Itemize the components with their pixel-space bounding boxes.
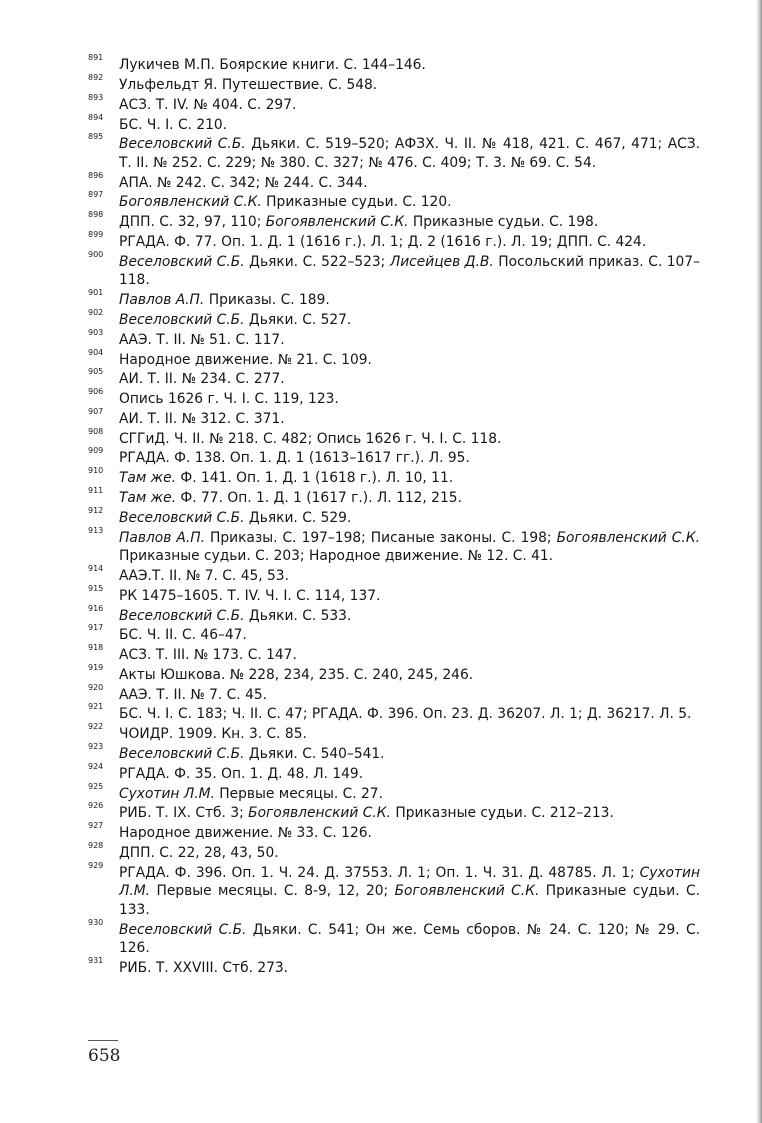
footnote-text-run: АПА. № 242. С. 342; № 244. С. 344.: [119, 174, 368, 191]
footnote-text: [119, 786, 383, 802]
footnote-text-run: Народное движение. № 33. С. 126.: [119, 825, 372, 842]
footnote-text: [119, 865, 700, 918]
footnote-number: 893: [88, 92, 104, 102]
footnote-text: [119, 687, 267, 703]
footnote-text-run: СГГиД. Ч. II. № 218. С. 482; Опись 1626 г. Ч. I. С. 118.: [119, 430, 502, 447]
footnote-text: [119, 627, 247, 643]
footnote-author-italic: Веселовский С.Б.: [119, 136, 246, 153]
footnote-number: 909: [88, 446, 104, 456]
page-edge-shadow: [756, 0, 762, 1123]
footnote-text-run: ААЭ. Т. II. № 51. С. 117.: [119, 331, 285, 348]
footnote-text-run: ДПП. С. 22, 28, 43, 50.: [119, 844, 279, 861]
footnote-text-run: АСЗ. Т. IV. № 404. С. 297.: [119, 96, 297, 113]
footnote-text-run: Лукичев М.П. Боярские книги. С. 144–146.: [119, 57, 426, 74]
footnote-text: [119, 726, 307, 742]
footnote-number: 918: [88, 643, 104, 653]
footnote-text-run: РГАДА. Ф. 396. Оп. 1. Ч. 24. Д. 37553. Л. 1; Оп. 1. Ч. 31. Д. 48785. Л. 1;: [119, 864, 640, 881]
footnote-author-italic: Там же.: [119, 490, 176, 506]
footnote: [88, 761, 700, 784]
footnote-text-run: Приказные судьи. С. 198.: [408, 214, 599, 231]
footnote-text: [119, 805, 614, 821]
footnote-text: [119, 214, 598, 230]
footnote: [88, 682, 700, 705]
footnote-author-italic: Веселовский С.Б.: [119, 745, 245, 762]
footnote-text-run: АИ. Т. II. № 234. С. 277.: [119, 371, 285, 388]
footnote-text-run: ДПП. С. 32, 97, 110;: [119, 214, 266, 231]
footnote-text-run: Приказные судьи. С. 133.: [119, 883, 701, 918]
footnote: [88, 662, 700, 685]
footnote-author-italic: Веселовский С.Б.: [119, 509, 245, 526]
footnote-author-italic: Богоявленский С.К.: [556, 529, 700, 546]
footnote-number: 899: [88, 230, 104, 240]
footnote-number: 931: [88, 956, 104, 965]
footnote-text: [119, 706, 691, 722]
footnote: [88, 112, 700, 135]
footnote: [88, 327, 700, 350]
footnote-text-run: Ульфельдт Я. Путешествие. С. 548.: [119, 76, 378, 93]
footnote-number: 902: [88, 307, 104, 317]
footnote-text: [119, 667, 473, 683]
footnote-text-run: Дьяки. С. 541; Он же. Семь сборов. № 24. С. 120; № 29. С. 126.: [119, 921, 700, 957]
footnote-text: [119, 470, 453, 486]
footnote-number: 913: [88, 525, 104, 535]
footnote-author-italic: Павлов А.П.: [119, 292, 205, 309]
footnote-number: 915: [88, 583, 104, 593]
footnote-number: 910: [88, 466, 104, 476]
footnote-number: 891: [88, 53, 104, 63]
footnote: [88, 643, 700, 665]
footnote: [88, 917, 700, 958]
footnote: [88, 860, 701, 920]
footnote-text: [119, 57, 426, 73]
footnote: [88, 426, 700, 449]
footnote-text: [119, 450, 470, 466]
footnote-text: [119, 136, 700, 171]
footnote-text-run: БС. Ч. II. С. 46–47.: [119, 627, 247, 644]
footnote-text: [119, 332, 285, 348]
footnote-author-italic: Веселовский С.Б.: [119, 311, 245, 328]
footnote-text: [119, 117, 227, 133]
footnote-text: [119, 530, 700, 565]
footnote: [88, 92, 700, 115]
footnote-text-run: АСЗ. Т. III. № 173. С. 147.: [119, 647, 297, 664]
footnote-author-italic: Веселовский С.Б.: [119, 921, 247, 938]
footnote-text: [119, 77, 377, 93]
footnote-number: 916: [88, 603, 104, 613]
footnote-text: [119, 97, 296, 113]
footnote-number: 914: [88, 563, 104, 573]
footnote: [88, 230, 700, 252]
footnote: [88, 307, 700, 330]
footnote: [88, 446, 700, 468]
footnote-text: [119, 746, 385, 762]
footnote-author-italic: Веселовский С.Б.: [119, 253, 245, 270]
footnote-author-italic: Сухотин Л.М.: [119, 785, 215, 802]
footnote: [88, 53, 700, 75]
footnote: [88, 210, 700, 232]
footnote-author-italic: Павлов А.П.: [119, 529, 205, 546]
footnote: [88, 367, 700, 389]
footnote-number: 926: [88, 801, 104, 811]
footnote-text-run: Дьяки. С. 527.: [244, 311, 352, 328]
footnote: [88, 466, 700, 488]
footnote: [88, 486, 700, 508]
footnote-number: 927: [88, 821, 104, 831]
footnote: [88, 347, 700, 370]
footnote-text: [119, 234, 646, 250]
footnote-text: [119, 510, 351, 526]
footnote-text: [119, 194, 451, 210]
footnote-text: [119, 411, 285, 427]
footnote-author-italic: Богоявленский С.К.: [265, 214, 409, 231]
footnote: [88, 702, 700, 724]
footnote-number: 906: [88, 387, 104, 397]
footnote: [88, 249, 700, 290]
footnote: [88, 170, 700, 193]
footnote-number: 911: [88, 486, 104, 495]
footnote-author-italic: Там же.: [119, 470, 176, 487]
footnote-text-run: РГАДА. Ф. 77. Оп. 1. Д. 1 (1616 г.). Л. 1; Д. 2 (1616 г.). Л. 19; ДПП. С. 424.: [119, 234, 647, 251]
footnote-text: [119, 845, 279, 861]
footnote-text-run: Приказные судьи. С. 120.: [261, 194, 452, 211]
footnote-number: 929: [88, 860, 104, 870]
footnote: [88, 781, 700, 804]
footnote-text: [119, 568, 289, 584]
footnote-text-run: БС. Ч. I. С. 210.: [119, 116, 228, 133]
footnote: [88, 525, 700, 566]
footnote-text: [119, 292, 330, 308]
footnote-author-italic: Богоявленский С.К.: [394, 883, 540, 900]
footnote-text: [119, 371, 285, 387]
footnote-text-run: РК 1475–1605. Т. IV. Ч. I. С. 114, 137.: [119, 587, 381, 604]
footnote: [88, 563, 700, 586]
footnote: [88, 132, 700, 172]
footnote-number: 917: [88, 623, 104, 633]
footnote: [88, 741, 700, 764]
footnote-text: [119, 766, 363, 782]
footnote-text-run: Приказы. С. 189.: [204, 292, 330, 309]
footnote-text-run: ААЭ.Т. II. № 7. С. 45, 53.: [119, 567, 289, 584]
footnote-number: 928: [88, 840, 104, 850]
footnote-text-run: РИБ. Т. IX. Стб. 3;: [119, 805, 249, 822]
footnote-number: 900: [88, 249, 104, 259]
footnote-text-run: БС. Ч. I. С. 183; Ч. II. С. 47; РГАДА. Ф. 396. Оп. 23. Д. 36207. Л. 1; Д. 36217. Л. 5.: [119, 706, 692, 723]
footnote-text: [119, 922, 700, 957]
footnote-number: 894: [88, 112, 104, 122]
footnote-text: [119, 352, 372, 368]
footnote-text-run: Посольский приказ. С. 107–118.: [119, 253, 700, 289]
footnote-text-run: Приказы. С. 197–198; Писаные законы. С. 198;: [204, 529, 557, 546]
footnote-text-run: Первые месяцы. С. 27.: [214, 785, 383, 802]
footnote-author-italic: Богоявленский С.К.: [119, 194, 262, 211]
footnote-number: 922: [88, 722, 104, 732]
footnote-text-run: ЧОИДР. 1909. Кн. 3. С. 85.: [119, 726, 307, 743]
footnote-text: [119, 960, 288, 976]
footnote-author-italic: Сухотин Л.М.: [119, 864, 700, 900]
footnote-number: 924: [88, 761, 104, 771]
footnote: [88, 603, 700, 626]
footnote-text: [119, 175, 368, 191]
footnote-text-run: РГАДА. Ф. 138. Оп. 1. Д. 1 (1613–1617 гг.). Л. 95.: [119, 450, 470, 467]
footnote-text-run: Дьяки. С. 540–541.: [244, 745, 385, 762]
footnote-number: 896: [88, 170, 104, 180]
footnote-number: 919: [88, 662, 104, 672]
footnote-text: [119, 825, 372, 841]
footnote: [88, 623, 700, 645]
footnote-text: [119, 254, 700, 289]
footnote-number: 903: [88, 327, 104, 337]
footnote-number: 925: [88, 781, 104, 791]
footnote-number: 898: [88, 210, 104, 220]
footnote-text-run: ААЭ. Т. II. № 7. С. 45.: [119, 686, 268, 703]
footnote: [88, 190, 700, 212]
footnote-author-italic: Веселовский С.Б.: [119, 607, 245, 624]
page-number-rule: [88, 1040, 118, 1041]
footnote: [88, 288, 700, 310]
footnote-text-run: АИ. Т. II. № 312. С. 371.: [119, 410, 285, 427]
footnote-text-run: Дьяки. С. 529.: [244, 509, 352, 526]
footnote-text: [119, 490, 462, 506]
footnote: [88, 505, 700, 528]
footnote-text-run: Народное движение. № 21. С. 109.: [119, 351, 372, 368]
footnote-text-run: Дьяки. С. 522–523;: [244, 253, 390, 270]
footnote: [88, 722, 700, 744]
footnote: [88, 821, 700, 843]
footnote: [88, 583, 700, 606]
footnote-text-run: Ф. 141. Оп. 1. Д. 1 (1618 г.). Л. 10, 11.: [175, 470, 454, 487]
footnote-number: 920: [88, 682, 104, 692]
footnote-text-run: Опись 1626 г. Ч. I. С. 119, 123.: [119, 391, 339, 408]
footnote: [88, 801, 700, 823]
footnote-number: 905: [88, 367, 104, 377]
footnote-text-run: Дьяки. С. 533.: [244, 607, 352, 624]
footnote-text-run: РГАДА. Ф. 35. Оп. 1. Д. 48. Л. 149.: [119, 765, 364, 782]
footnote-number: 897: [88, 190, 104, 200]
footnote-text: [119, 312, 351, 328]
footnote: [88, 406, 700, 429]
footnote-text: [119, 588, 380, 604]
footnote-number: 908: [88, 426, 104, 436]
footnotes-list: [88, 55, 700, 978]
page-number: 658: [88, 1046, 121, 1066]
footnote-text-run: Дьяки. С. 519–520; АФЗХ. Ч. II. № 418, 421. С. 467, 471; АСЗ. Т. II. № 252. С. 229; № 380. С. 327; № 476. С. 409; Т. 3. № 69. С. 54.: [119, 136, 700, 171]
footnote-text: [119, 391, 339, 407]
footnote-author-italic: Лисейцев Д.В.: [389, 253, 494, 270]
footnote-number: 901: [88, 288, 104, 298]
footnote-number: 912: [88, 505, 104, 515]
footnote-text-run: Приказные судьи. С. 212–213.: [390, 805, 614, 822]
footnote-number: 904: [88, 347, 104, 357]
footnote-number: 930: [88, 917, 104, 927]
footnote-text: [119, 431, 501, 447]
footnote: [88, 956, 700, 978]
footnote: [88, 840, 700, 863]
footnote-text-run: Ф. 77. Оп. 1. Д. 1 (1617 г.). Л. 112, 215.: [175, 490, 462, 506]
footnote-text: [119, 608, 351, 624]
footnote-text-run: Первые месяцы. С. 8-9, 12, 20;: [150, 883, 395, 900]
footnote-text-run: РИБ. Т. XXVIII. Стб. 273.: [119, 960, 289, 976]
footnote-number: 923: [88, 741, 104, 751]
footnote-number: 895: [88, 132, 104, 142]
footnote-text-run: Приказные судьи. С. 203; Народное движение. № 12. С. 41.: [119, 548, 554, 565]
footnote-text-run: Акты Юшкова. № 228, 234, 235. С. 240, 245, 246.: [119, 666, 474, 683]
footnote-author-italic: Богоявленский С.К.: [248, 805, 391, 822]
footnote-number: 921: [88, 702, 104, 712]
footnote-text: [119, 647, 297, 663]
footnote: [88, 72, 700, 95]
footnote: [88, 387, 700, 409]
footnote-number: 892: [88, 72, 104, 82]
footnote-number: 907: [88, 406, 104, 416]
